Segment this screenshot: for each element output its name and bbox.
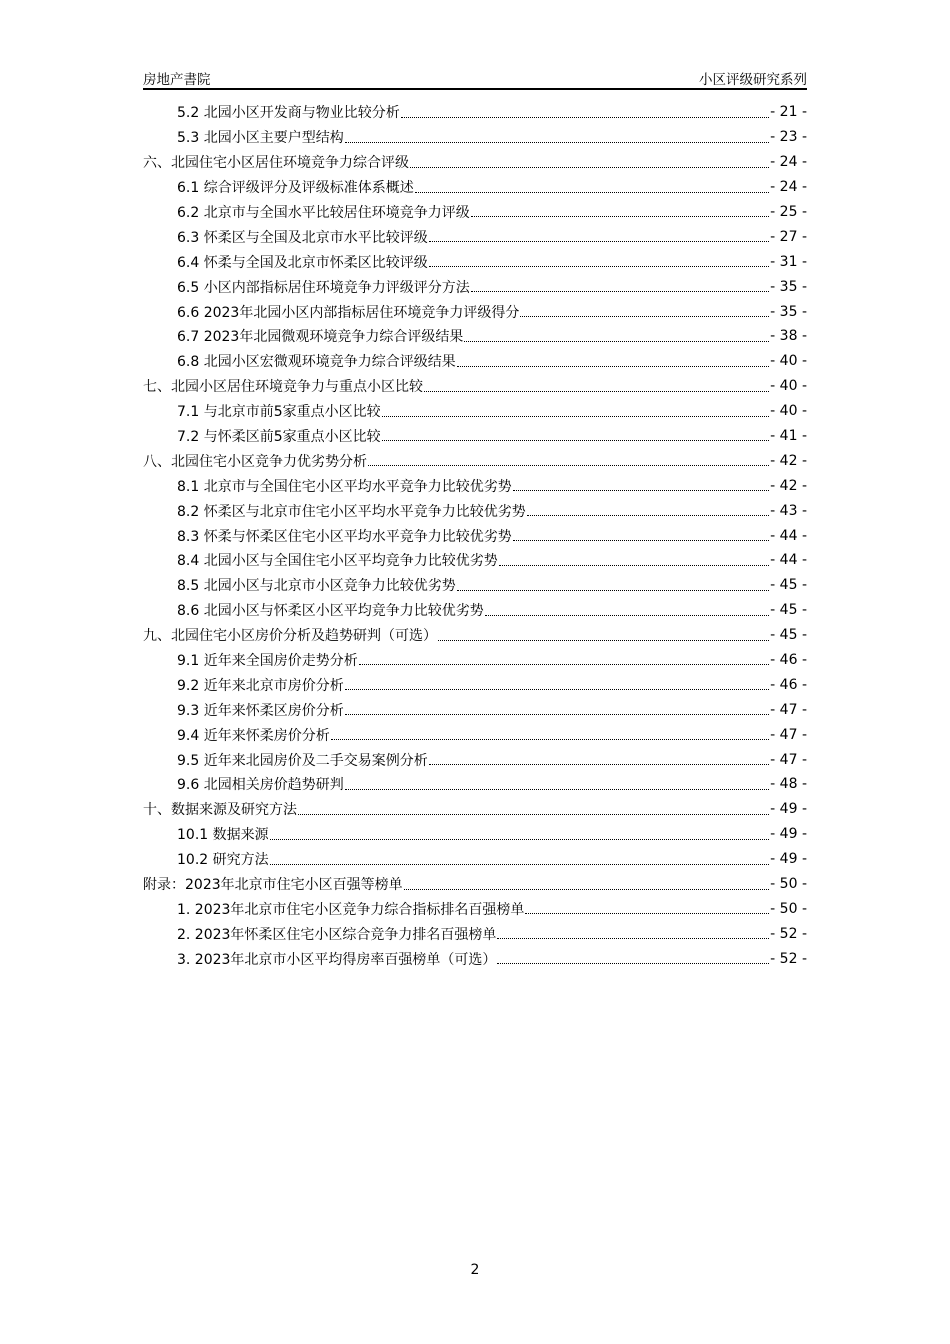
toc-entry-title: 6.6 2023年北园小区内部指标居住环境竞争力评级得分 (177, 304, 520, 321)
header-series-title: 小区评级研究系列 (699, 72, 807, 88)
dot-leader (471, 216, 769, 217)
dot-leader (457, 590, 769, 591)
toc-entry-title: 十、数据来源及研究方法 (143, 802, 297, 819)
page-header (143, 66, 807, 90)
toc-entry-title: 六、北园住宅小区居住环境竞争力综合评级 (143, 155, 409, 172)
toc-entry-title: 八、北园住宅小区竞争力优劣势分析 (143, 453, 367, 470)
dot-leader (331, 739, 769, 740)
dot-leader (438, 640, 769, 641)
toc-chapter-entry[interactable] (143, 448, 807, 473)
toc-section-entry[interactable] (143, 822, 807, 847)
dot-leader (382, 416, 770, 417)
toc-section-entry[interactable] (143, 648, 807, 673)
toc-entry-page: - 46 - (770, 676, 807, 693)
toc-entry-title: 附录：2023年北京市住宅小区百强等榜单 (143, 877, 403, 894)
toc-section-entry[interactable] (143, 772, 807, 797)
toc-entry-page: - 42 - (770, 452, 807, 469)
dot-leader (410, 167, 769, 168)
toc-section-entry[interactable] (143, 399, 807, 424)
toc-entry-page: - 23 - (770, 129, 807, 146)
toc-entry-title: 6.4 怀柔与全国及北京市怀柔区比较评级 (177, 254, 428, 271)
dot-leader (520, 316, 769, 317)
toc-entry-title: 7.2 与怀柔区前5家重点小区比较 (177, 429, 381, 446)
toc-chapter-entry[interactable] (143, 150, 807, 175)
toc-entry-page: - 52 - (770, 925, 807, 942)
toc-entry-title: 6.3 怀柔区与全国及北京市水平比较评级 (177, 229, 428, 246)
toc-section-entry[interactable] (143, 299, 807, 324)
toc-entry-page: - 27 - (770, 228, 807, 245)
toc-entry-page: - 24 - (770, 154, 807, 171)
page-number: 2 (470, 1262, 480, 1278)
dot-leader (525, 913, 769, 914)
toc-section-entry[interactable] (143, 722, 807, 747)
toc-section-entry[interactable] (143, 175, 807, 200)
toc-section-entry[interactable] (143, 125, 807, 150)
dot-leader (401, 117, 769, 118)
toc-entry-page: - 40 - (770, 353, 807, 370)
dot-leader (415, 192, 769, 193)
toc-entry-page: - 49 - (770, 801, 807, 818)
toc-section-entry[interactable] (143, 324, 807, 349)
toc-entry-page: - 35 - (770, 303, 807, 320)
toc-entry-title: 8.6 北园小区与怀柔区小区平均竞争力比较优劣势 (177, 603, 484, 620)
toc-entry-page: - 45 - (770, 627, 807, 644)
toc-entry-page: - 40 - (770, 378, 807, 395)
toc-entry-title: 8.2 怀柔区与北京市住宅小区平均水平竞争力比较优劣势 (177, 503, 526, 520)
toc-chapter-entry[interactable] (143, 374, 807, 399)
toc-chapter-entry[interactable] (143, 872, 807, 897)
toc-section-entry[interactable] (143, 274, 807, 299)
toc-entry-page: - 49 - (770, 851, 807, 868)
dot-leader (513, 490, 769, 491)
toc-section-entry[interactable] (143, 672, 807, 697)
toc-section-entry[interactable] (143, 747, 807, 772)
toc-section-entry[interactable] (143, 573, 807, 598)
dot-leader (298, 814, 769, 815)
dot-leader (359, 664, 769, 665)
toc-entry-page: - 47 - (770, 701, 807, 718)
toc-entry-title: 7.1 与北京市前5家重点小区比较 (177, 404, 381, 421)
toc-entry-page: - 44 - (770, 552, 807, 569)
toc-entry-title: 6.1 综合评级评分及评级标准体系概述 (177, 180, 414, 197)
toc-entry-page: - 42 - (770, 477, 807, 494)
toc-entry-page: - 38 - (770, 328, 807, 345)
toc-entry-title: 10.1 数据来源 (177, 827, 269, 844)
toc-entry-title: 6.8 北园小区宏微观环境竞争力综合评级结果 (177, 354, 456, 371)
dot-leader (485, 615, 769, 616)
toc-entry-title: 5.2 北园小区开发商与物业比较分析 (177, 105, 400, 122)
toc-entry-page: - 21 - (770, 104, 807, 121)
dot-leader (429, 241, 769, 242)
toc-entry-title: 8.5 北园小区与北京市小区竞争力比较优劣势 (177, 578, 456, 595)
toc-section-entry[interactable] (143, 598, 807, 623)
toc-entry-page: - 45 - (770, 602, 807, 619)
toc-entry-page: - 48 - (770, 776, 807, 793)
toc-entry-title: 6.2 北京市与全国水平比较居住环境竞争力评级 (177, 205, 470, 221)
dot-leader (345, 789, 769, 790)
dot-leader (457, 366, 769, 367)
toc-entry-page: - 46 - (770, 652, 807, 669)
dot-leader (497, 938, 769, 939)
toc-entry-page: - 50 - (770, 900, 807, 917)
toc-section-entry[interactable] (143, 897, 807, 922)
toc-entry-title: 5.3 北园小区主要户型结构 (177, 130, 344, 147)
toc-entry-title: 8.4 北园小区与全国住宅小区平均竞争力比较优劣势 (177, 553, 498, 570)
dot-leader (270, 839, 770, 840)
toc-section-entry[interactable] (143, 473, 807, 498)
dot-leader (499, 565, 769, 566)
dot-leader (270, 864, 770, 865)
toc-entry-page: - 49 - (770, 826, 807, 843)
toc-entry-page: - 40 - (770, 403, 807, 420)
dot-leader (345, 142, 769, 143)
toc-entry-title: 3. 2023年北京市小区平均得房率百强榜单（可选） (177, 951, 497, 968)
toc-entry-title: 9.3 近年来怀柔区房价分析 (177, 702, 344, 719)
toc-entry-title: 九、北园住宅小区房价分析及趋势研判（可选） (143, 628, 437, 645)
toc-entry-title: 9.1 近年来全国房价走势分析 (177, 653, 358, 670)
toc-entry-page: - 47 - (770, 726, 807, 743)
toc-entry-page: - 44 - (770, 527, 807, 544)
dot-leader (404, 889, 770, 890)
toc-entry-page: - 52 - (770, 950, 807, 967)
toc-entry-title: 2. 2023年怀柔区住宅小区综合竞争力排名百强榜单 (177, 926, 497, 943)
dot-leader (345, 714, 769, 715)
toc-entry-title: 6.7 2023年北园微观环境竞争力综合评级结果 (177, 329, 464, 346)
toc-entry-title: 9.5 近年来北园房价及二手交易案例分析 (177, 752, 428, 769)
toc-entry-title: 8.1 北京市与全国住宅小区平均水平竞争力比较优劣势 (177, 478, 512, 495)
toc-section-entry[interactable] (143, 249, 807, 274)
toc-entry-title: 6.5 小区内部指标居住环境竞争力评级评分方法 (177, 279, 470, 296)
toc-section-entry[interactable] (143, 548, 807, 573)
dot-leader (497, 963, 769, 964)
dot-leader (429, 764, 769, 765)
toc-chapter-entry[interactable] (143, 623, 807, 648)
table-of-contents (143, 100, 807, 971)
toc-entry-title: 8.3 怀柔与怀柔区住宅小区平均水平竞争力比较优劣势 (177, 528, 512, 545)
header-publisher: 房地产書院 (143, 72, 211, 88)
toc-section-entry[interactable] (143, 946, 807, 971)
toc-entry-page: - 25 - (770, 204, 807, 220)
dot-leader (368, 465, 769, 466)
toc-section-entry[interactable] (143, 100, 807, 125)
toc-entry-title: 10.2 研究方法 (177, 852, 269, 869)
toc-section-entry[interactable] (143, 498, 807, 523)
toc-section-entry[interactable] (143, 697, 807, 722)
toc-entry-page: - 45 - (770, 577, 807, 594)
toc-entry-page: - 24 - (770, 179, 807, 196)
toc-entry-page: - 41 - (770, 428, 807, 445)
toc-section-entry[interactable] (143, 424, 807, 449)
dot-leader (464, 341, 769, 342)
toc-entry-page: - 47 - (770, 751, 807, 768)
toc-section-entry[interactable] (143, 523, 807, 548)
dot-leader (424, 391, 769, 392)
dot-leader (471, 291, 769, 292)
toc-entry-page: - 35 - (770, 278, 807, 295)
dot-leader (527, 515, 769, 516)
toc-chapter-entry[interactable] (143, 797, 807, 822)
toc-section-entry[interactable] (143, 224, 807, 249)
toc-section-entry[interactable] (143, 921, 807, 946)
toc-section-entry[interactable] (143, 200, 807, 225)
toc-section-entry[interactable] (143, 349, 807, 374)
toc-entry-title: 9.2 近年来北京市房价分析 (177, 677, 344, 694)
toc-entry-page: - 31 - (770, 253, 807, 270)
toc-entry-title: 1. 2023年北京市住宅小区竞争力综合指标排名百强榜单 (177, 901, 525, 918)
toc-entry-page: - 50 - (770, 876, 807, 893)
toc-entry-title: 9.6 北园相关房价趋势研判 (177, 777, 344, 794)
toc-entry-title: 9.4 近年来怀柔房价分析 (177, 727, 330, 744)
dot-leader (429, 266, 769, 267)
dot-leader (382, 440, 770, 441)
dot-leader (513, 540, 769, 541)
dot-leader (345, 689, 769, 690)
toc-entry-page: - 43 - (770, 502, 807, 519)
toc-entry-title: 七、北园小区居住环境竞争力与重点小区比较 (143, 379, 423, 396)
toc-section-entry[interactable] (143, 847, 807, 872)
